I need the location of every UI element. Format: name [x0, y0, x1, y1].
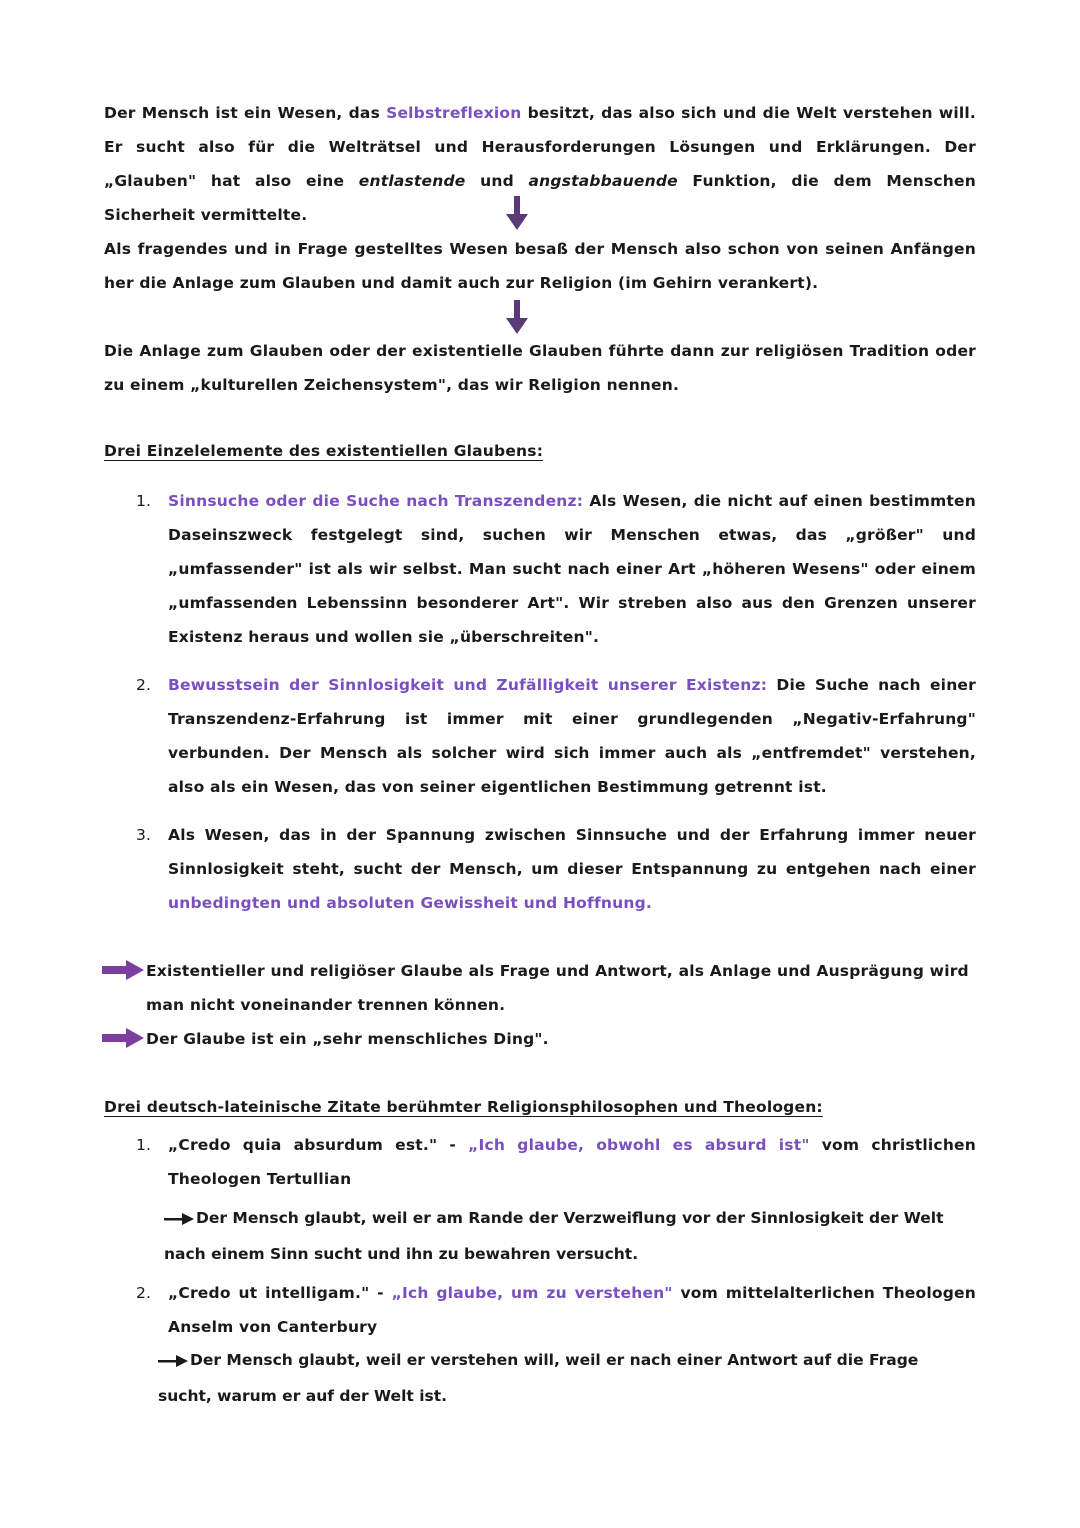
quote-source: vom christlichen Theologen Tertullian — [168, 1136, 977, 1188]
quote-explanation — [158, 1342, 938, 1414]
highlight-term: Bewusstsein der Sinnlosigkeit und Zufälligkeit unserer Existenz: — [168, 676, 768, 694]
quote-source: vom mittelalterlichen Theologen Anselm von Canterbury — [168, 1284, 976, 1336]
arrow-right-icon — [158, 1355, 188, 1367]
arrow-right-icon — [164, 1213, 194, 1225]
explanation-text: Der Mensch glaubt, weil er verstehen will, weil er nach einer Antwort auf die Frage sucht, warum er auf der Welt ist. — [158, 1351, 919, 1405]
list-item — [136, 484, 976, 654]
quote-explanation — [164, 1200, 944, 1272]
intro-text: Der Mensch ist ein Wesen, das — [104, 104, 387, 122]
list-item — [136, 668, 976, 804]
right-arrow-icon — [102, 1028, 144, 1048]
list-number: 2. — [136, 1284, 152, 1302]
quote-item — [136, 1276, 976, 1344]
list-text: Die Suche nach einer Transzendenz-Erfahrung ist immer mit einer grundlegenden „Negativ-Erfahrung" verbunden. Der Mensch als solcher wird sich immer auch als „entfremdet" verstehen, also als ein Wesen, das von seiner eigentlichen Bestimmung getrennt ist. — [168, 676, 976, 796]
term-entlastende: entlastende — [358, 172, 466, 190]
latin-quote: „Credo quia absurdum est." - — [168, 1136, 469, 1154]
german-translation: „Ich glaube, obwohl es absurd ist" — [468, 1136, 810, 1154]
list-number: 3. — [136, 826, 152, 844]
explanation-text: Der Mensch glaubt, weil er am Rande der Verzweiflung vor der Sinnlosigkeit der Welt nach einem Sinn sucht und ihn zu bewahren versucht. — [164, 1209, 944, 1263]
highlight-term: Sinnsuche oder die Suche nach Transzendenz: — [168, 492, 584, 510]
list-text: Als Wesen, das in der Spannung zwischen Sinnsuche und der Erfahrung immer neuer Sinnlosigkeit steht, sucht der Mensch, um dieser Entspannung zu entgehen nach einer — [168, 826, 976, 878]
intro-text: besitzt, das also sich und die Welt verstehen will. Er sucht also für die Welträtsel und Herausforderungen Lösungen und Erklärungen. Der „Glauben" hat also eine — [104, 104, 976, 190]
conclusion-2: Der Glaube ist ein „sehr menschliches Ding". — [146, 1030, 549, 1048]
section-heading-quotes: Drei deutsch-lateinische Zitate berühmter Religionsphilosophen und Theologen: — [104, 1098, 823, 1116]
list-number: 1. — [136, 1136, 152, 1154]
intro-text: Funktion, die dem Menschen Sicherheit vermittelte. — [104, 172, 976, 224]
list-item — [136, 818, 976, 920]
down-arrow-icon — [505, 196, 529, 232]
list-number: 1. — [136, 492, 152, 510]
intro-text: und — [465, 172, 529, 190]
intro-paragraph-1 — [104, 96, 976, 232]
list-number: 2. — [136, 676, 152, 694]
right-arrow-icon — [102, 960, 144, 980]
german-translation: „Ich glaube, um zu verstehen" — [391, 1284, 673, 1302]
conclusion-1: Existentieller und religiöser Glaube als Frage und Antwort, als Anlage und Ausprägung wird man nicht voneinander trennen können. — [146, 962, 969, 1014]
down-arrow-icon — [505, 300, 529, 336]
intro-paragraph-3: Die Anlage zum Glauben oder der existentielle Glauben führte dann zur religiösen Tradition oder zu einem „kulturellen Zeichensystem", das wir Religion nennen. — [104, 342, 976, 394]
highlight-selbstreflexion: Selbstreflexion — [386, 104, 522, 122]
intro-paragraph-2: Als fragendes und in Frage gestelltes Wesen besaß der Mensch also schon von seinen Anfängen her die Anlage zum Glauben und damit auch zur Religion (im Gehirn verankert). — [104, 240, 976, 292]
highlight-term: unbedingten und absoluten Gewissheit und Hoffnung. — [168, 894, 652, 912]
list-text: Als Wesen, die nicht auf einen bestimmten Daseinszweck festgelegt sind, suchen wir Menschen etwas, das „größer" und „umfassender" ist als wir selbst. Man sucht nach einer Art „höheren Wesens" oder einem „umfassenden Lebenssinn besonderer Art". Wir streben also aus den Grenzen unserer Existenz heraus und wollen sie „überschreiten". — [168, 492, 976, 646]
term-angstabbauende: angstabbauende — [528, 172, 678, 190]
latin-quote: „Credo ut intelligam." - — [168, 1284, 392, 1302]
quote-item — [136, 1128, 976, 1196]
section-heading-elements: Drei Einzelelemente des existentiellen Glaubens: — [104, 442, 544, 460]
